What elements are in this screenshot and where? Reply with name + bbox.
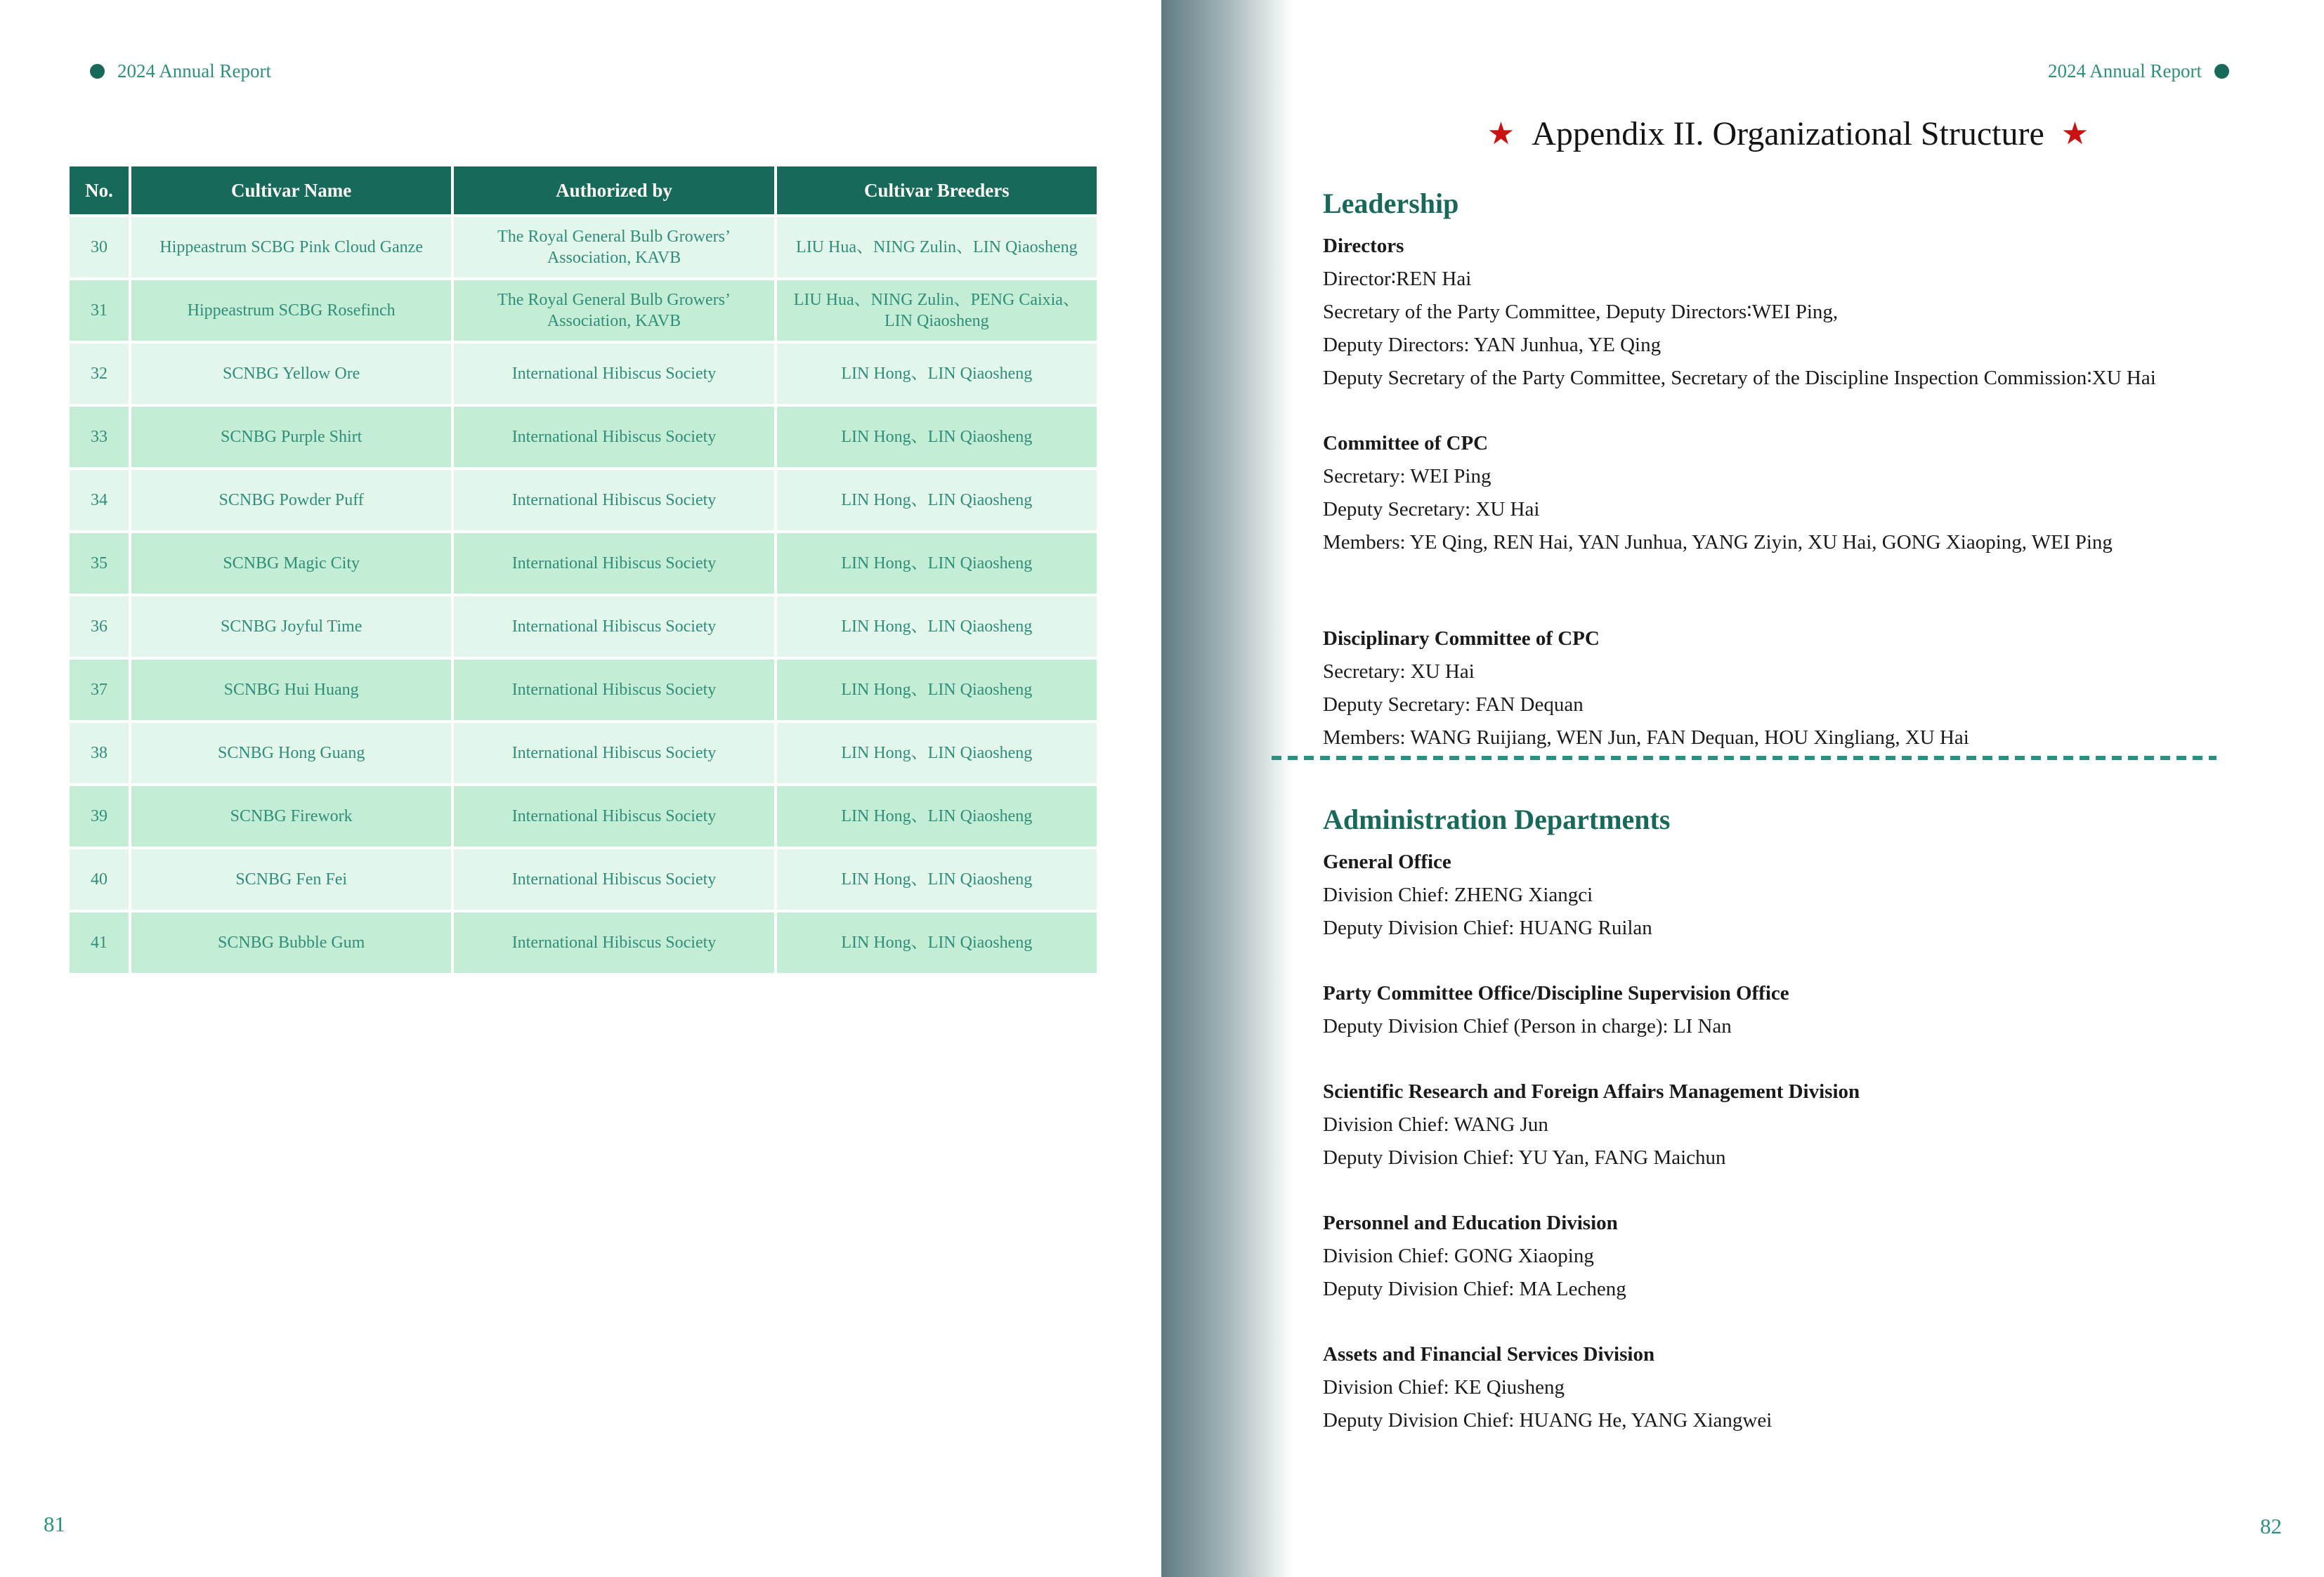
org-line: Deputy Secretary: XU Hai — [1323, 498, 1540, 521]
org-line: Division Chief: ZHENG Xiangci — [1323, 884, 1593, 906]
star-icon: ★ — [1487, 116, 1515, 151]
table-cell: 41 — [70, 912, 129, 973]
table-cell: International Hibiscus Society — [454, 407, 773, 467]
table-cell: LIN Hong、LIN Qiaosheng — [777, 786, 1097, 846]
table-cell: 32 — [70, 343, 129, 404]
table-cell: Hippeastrum SCBG Pink Cloud Ganze — [131, 217, 451, 277]
table-row — [70, 786, 1097, 846]
org-line: Deputy Division Chief: HUANG Ruilan — [1323, 917, 1652, 939]
table-cell: International Hibiscus Society — [454, 849, 773, 910]
table-cell: 30 — [70, 217, 129, 277]
table-cell: International Hibiscus Society — [454, 786, 773, 846]
org-group — [1323, 1338, 2243, 1437]
right-page-number: 82 — [2260, 1514, 2282, 1538]
org-line: Members: WANG Ruijiang, WEN Jun, FAN Dequan, HOU Xingliang, XU Hai — [1323, 726, 1969, 749]
table-cell: International Hibiscus Society — [454, 343, 773, 404]
table-cell: SCNBG Fen Fei — [131, 849, 451, 910]
org-line: Deputy Division Chief (Person in charge): LI Nan — [1323, 1015, 1732, 1038]
appendix-title-row — [1321, 114, 2255, 153]
page-fold-gradient — [1161, 0, 1298, 1577]
table-cell: International Hibiscus Society — [454, 660, 773, 720]
org-group — [1323, 427, 2243, 559]
org-group — [1323, 977, 2243, 1043]
table-row — [70, 407, 1097, 467]
table-cell: SCNBG Bubble Gum — [131, 912, 451, 973]
table-header-row — [70, 166, 1097, 214]
table-cell: The Royal General Bulb Growers’ Association, KAVB — [454, 280, 773, 341]
table-cell: International Hibiscus Society — [454, 596, 773, 657]
org-line: Deputy Division Chief: YU Yan, FANG Maichun — [1323, 1146, 1726, 1169]
table-cell: SCNBG Joyful Time — [131, 596, 451, 657]
bullet-dot-icon — [2214, 64, 2229, 79]
org-group — [1323, 622, 2243, 754]
table-cell: LIN Hong、LIN Qiaosheng — [777, 660, 1097, 720]
group-title: Directors — [1323, 235, 1404, 257]
table-cell: SCNBG Magic City — [131, 533, 451, 594]
column-header-authorized-by: Authorized by — [454, 166, 773, 214]
left-header-label: 2024 Annual Report — [117, 60, 271, 81]
table-cell: LIN Hong、LIN Qiaosheng — [777, 849, 1097, 910]
org-group — [1323, 846, 2243, 945]
org-group — [1323, 230, 2243, 395]
left-page-number: 81 — [44, 1512, 65, 1536]
table-cell: International Hibiscus Society — [454, 723, 773, 783]
org-line: Secretary of the Party Committee, Deputy Directors∶WEI Ping, — [1323, 301, 1839, 323]
table-row — [70, 217, 1097, 277]
org-line: Members: YE Qing, REN Hai, YAN Junhua, YANG Ziyin, XU Hai, GONG Xiaoping, WEI Ping — [1323, 531, 2113, 554]
table-cell: 38 — [70, 723, 129, 783]
table-cell: LIN Hong、LIN Qiaosheng — [777, 912, 1097, 973]
table-cell: SCNBG Hui Huang — [131, 660, 451, 720]
table-cell: International Hibiscus Society — [454, 533, 773, 594]
table-cell: International Hibiscus Society — [454, 470, 773, 530]
table-row — [70, 533, 1097, 594]
org-line: Division Chief: WANG Jun — [1323, 1113, 1548, 1136]
star-icon: ★ — [2061, 116, 2089, 151]
org-line: Division Chief: KE Qiusheng — [1323, 1376, 1565, 1399]
group-title: Party Committee Office/Discipline Supervision Office — [1323, 982, 1789, 1005]
table-cell: 37 — [70, 660, 129, 720]
bullet-dot-icon — [90, 64, 105, 79]
table-cell: Hippeastrum SCBG Rosefinch — [131, 280, 451, 341]
group-title: Committee of CPC — [1323, 432, 1489, 454]
table-row — [70, 343, 1097, 404]
org-line: Secretary: XU Hai — [1323, 660, 1475, 683]
org-line: Division Chief: GONG Xiaoping — [1323, 1245, 1594, 1267]
dashed-divider — [1272, 756, 2217, 760]
column-header-no: No. — [70, 166, 129, 214]
table-row — [70, 280, 1097, 341]
table-cell: LIN Hong、LIN Qiaosheng — [777, 470, 1097, 530]
table-cell: LIU Hua、NING Zulin、LIN Qiaosheng — [777, 217, 1097, 277]
table-cell: 39 — [70, 786, 129, 846]
org-line: Deputy Secretary: FAN Dequan — [1323, 693, 1584, 716]
table-cell: SCNBG Firework — [131, 786, 451, 846]
table-row — [70, 849, 1097, 910]
table-cell: 31 — [70, 280, 129, 341]
table-row — [70, 596, 1097, 657]
org-line: Deputy Directors: YAN Junhua, YE Qing — [1323, 334, 1662, 356]
table-cell: LIN Hong、LIN Qiaosheng — [777, 533, 1097, 594]
table-cell: SCNBG Yellow Ore — [131, 343, 451, 404]
table-row — [70, 470, 1097, 530]
table-cell: LIN Hong、LIN Qiaosheng — [777, 723, 1097, 783]
table-row — [70, 660, 1097, 720]
group-title: Disciplinary Committee of CPC — [1323, 627, 1600, 650]
org-line: Deputy Division Chief: HUANG He, YANG Xiangwei — [1323, 1409, 1773, 1432]
table-cell: SCNBG Powder Puff — [131, 470, 451, 530]
table-cell: 36 — [70, 596, 129, 657]
cultivar-table — [67, 164, 1099, 976]
left-running-header — [90, 60, 271, 82]
org-line: Director∶REN Hai — [1323, 268, 1472, 290]
leadership-heading: Leadership — [1323, 188, 1459, 219]
group-title: General Office — [1323, 851, 1451, 873]
table-cell: LIN Hong、LIN Qiaosheng — [777, 407, 1097, 467]
table-cell: The Royal General Bulb Growers’ Association, KAVB — [454, 217, 773, 277]
table-row — [70, 912, 1097, 973]
table-cell: 40 — [70, 849, 129, 910]
table-cell: International Hibiscus Society — [454, 912, 773, 973]
table-cell: 33 — [70, 407, 129, 467]
page-title: Appendix II. Organizational Structure — [1532, 115, 2044, 152]
table-cell: SCNBG Purple Shirt — [131, 407, 451, 467]
column-header-cultivar-name: Cultivar Name — [131, 166, 451, 214]
administration-heading: Administration Departments — [1323, 804, 1671, 835]
table-cell: 35 — [70, 533, 129, 594]
administration-section — [1323, 803, 2243, 1437]
group-title: Assets and Financial Services Division — [1323, 1343, 1655, 1366]
group-title: Scientific Research and Foreign Affairs Management Division — [1323, 1080, 1860, 1103]
table-cell: SCNBG Hong Guang — [131, 723, 451, 783]
leadership-section — [1323, 187, 2243, 754]
org-line: Deputy Secretary of the Party Committee, Secretary of the Discipline Inspection Commission∶XU Hai — [1323, 367, 2156, 389]
table-cell: LIU Hua、NING Zulin、PENG Caixia、LIN Qiaosheng — [777, 280, 1097, 341]
column-header-cultivar-breeders: Cultivar Breeders — [777, 166, 1097, 214]
org-line: Secretary: WEI Ping — [1323, 465, 1491, 488]
org-group — [1323, 1207, 2243, 1306]
table-cell: 34 — [70, 470, 129, 530]
table-row — [70, 723, 1097, 783]
table-cell: LIN Hong、LIN Qiaosheng — [777, 596, 1097, 657]
group-title: Personnel and Education Division — [1323, 1212, 1618, 1234]
table-cell: LIN Hong、LIN Qiaosheng — [777, 343, 1097, 404]
org-group — [1323, 1075, 2243, 1174]
right-running-header — [2048, 60, 2229, 82]
right-header-label: 2024 Annual Report — [2048, 60, 2202, 81]
org-line: Deputy Division Chief: MA Lecheng — [1323, 1278, 1626, 1300]
